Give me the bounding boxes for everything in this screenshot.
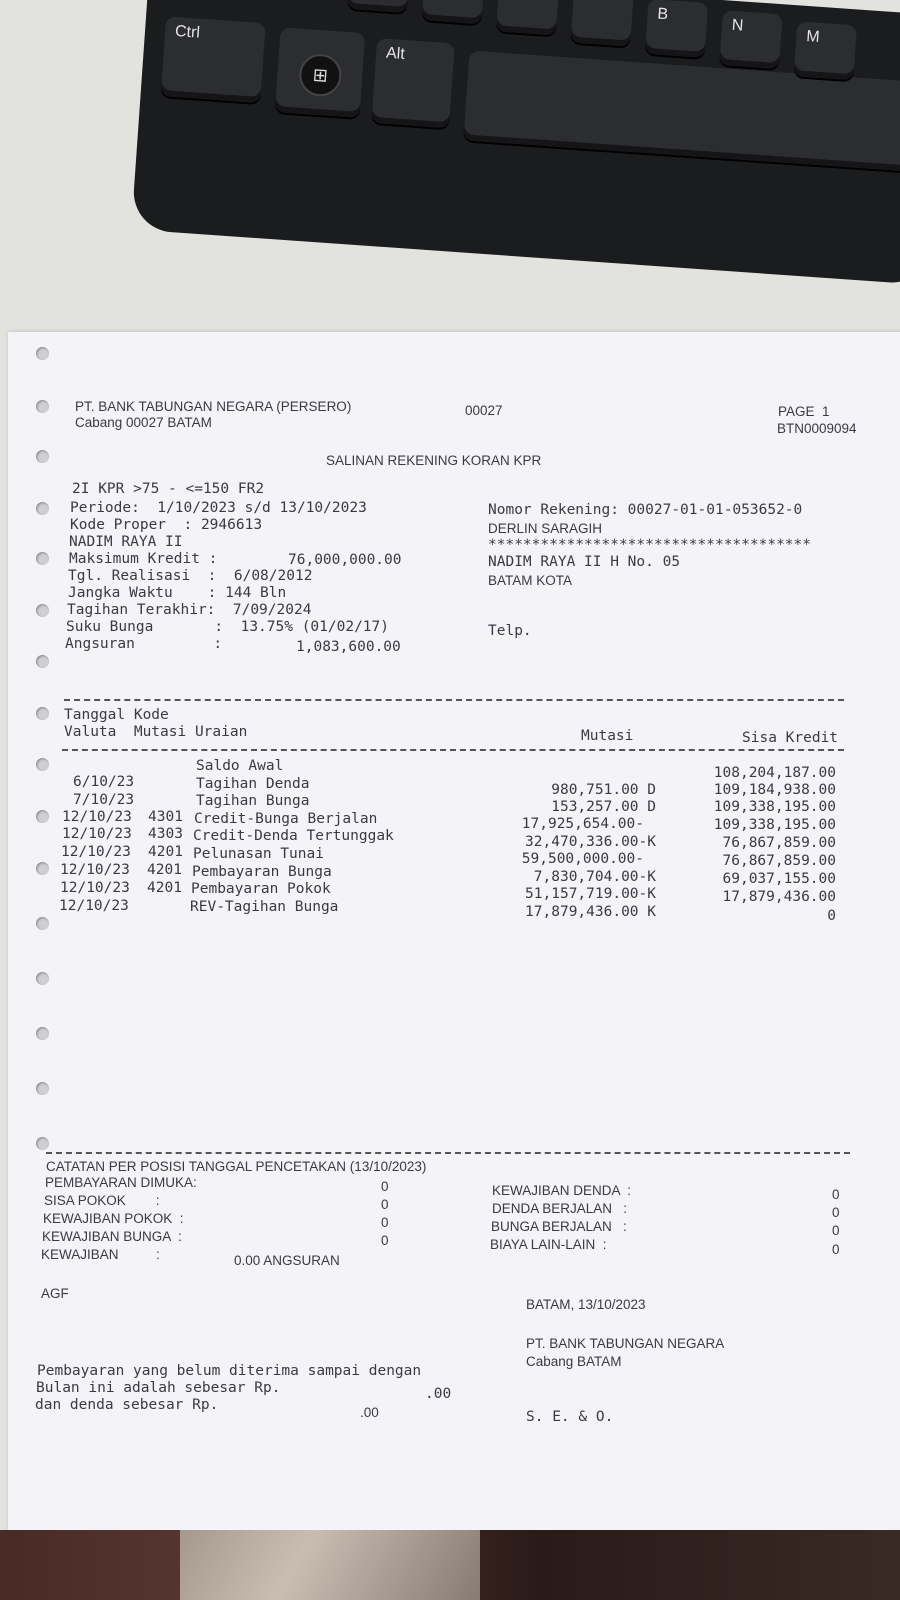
windows-logo-icon: ⊞ [298, 53, 343, 98]
column-sisa-kredit: Sisa Kredit [742, 730, 839, 746]
row-description: Tagihan Bunga [196, 793, 310, 809]
table-header-line-2: Valuta Mutasi Uraian [64, 724, 248, 740]
row-sisa-kredit: 0 [827, 908, 836, 924]
feed-hole [36, 1027, 49, 1040]
row-date: 12/10/23 [62, 809, 132, 825]
alt-key: Alt [371, 38, 455, 128]
customer-name: DERLIN SARAGIH [488, 521, 603, 536]
row-sisa-kredit: 76,867,859.00 [722, 835, 836, 851]
row-description: Pembayaran Bunga [192, 864, 332, 880]
notes-left-label: KEWAJIBAN BUNGA : [42, 1229, 182, 1244]
divider-line [62, 749, 844, 751]
top-row-key [421, 0, 485, 24]
officer-initials: AGF [41, 1286, 69, 1301]
notes-left-value: 0 [381, 1215, 389, 1230]
masked-line: ************************************* [488, 537, 812, 553]
notes-left-label: SISA POKOK : [44, 1193, 160, 1208]
row-sisa-kredit: 76,867,859.00 [722, 853, 836, 869]
project-name: NADIM RAYA II [69, 534, 183, 550]
telephone-label: Telp. [488, 623, 532, 639]
row-code: 4201 [147, 880, 182, 896]
top-row-key [496, 0, 560, 35]
kode-proper: Kode Proper : 2946613 [70, 517, 263, 533]
notes-left-label: KEWAJIBAN POKOK : [43, 1211, 184, 1226]
max-credit-value: 76,000,000.00 [288, 552, 402, 568]
notes-right-label: BUNGA BERJALAN : [491, 1219, 627, 1234]
notes-right-value: 0 [832, 1242, 840, 1257]
top-row-key [347, 0, 411, 13]
row-mutasi: 51,157,719.00-K [525, 886, 656, 902]
footer-note-line-3: dan denda sebesar Rp. [35, 1397, 219, 1413]
row-date: 12/10/23 [62, 826, 132, 842]
feed-hole [36, 758, 49, 771]
notes-right-value: 0 [832, 1187, 840, 1202]
bank-signature-line: PT. BANK TABUNGAN NEGARA [526, 1336, 725, 1351]
feed-hole [36, 552, 49, 565]
feed-hole [36, 917, 49, 930]
row-mutasi: 153,257.00 D [551, 799, 656, 815]
branch-name: Cabang 00027 BATAM [75, 415, 212, 430]
n-key: N [719, 10, 783, 69]
row-sisa-kredit: 108,204,187.00 [713, 765, 836, 781]
notes-right-value: 0 [832, 1205, 840, 1220]
period: Periode: 1/10/2023 s/d 13/10/2023 [70, 500, 367, 516]
row-date: 12/10/23 [60, 880, 130, 896]
document-code: BTN0009094 [777, 421, 857, 436]
page-number: PAGE 1 [778, 404, 830, 419]
feed-hole [36, 810, 49, 823]
loan-product: 2I KPR >75 - <=150 FR2 [72, 481, 265, 497]
row-sisa-kredit: 109,338,195.00 [713, 799, 836, 815]
feed-hole [36, 604, 49, 617]
keyboard [131, 0, 900, 285]
realization-date: Tgl. Realisasi : 6/08/2012 [68, 568, 313, 584]
statement-title: SALINAN REKENING KORAN KPR [326, 453, 542, 468]
last-billing: Tagihan Terakhir: 7/09/2024 [67, 602, 312, 618]
row-code: 4301 [148, 809, 183, 825]
row-description: REV-Tagihan Bunga [190, 899, 339, 915]
row-code: 4201 [147, 862, 182, 878]
row-date: 12/10/23 [59, 898, 129, 914]
row-description: Credit-Bunga Berjalan [194, 811, 378, 827]
column-mutasi: Mutasi [581, 728, 634, 744]
m-key: M [793, 21, 857, 80]
max-credit-label: Maksimum Kredit : [69, 551, 218, 567]
notes-left-value: 0 [381, 1179, 389, 1194]
row-description: Credit-Denda Tertunggak [193, 828, 394, 844]
b-key: B [645, 0, 709, 58]
place-date: BATAM, 13/10/2023 [526, 1297, 646, 1312]
loan-term: Jangka Waktu : 144 Bln [68, 585, 287, 601]
notes-right-label: KEWAJIBAN DENDA : [492, 1183, 632, 1198]
footer-note-line-2: Bulan ini adalah sebesar Rp. [36, 1380, 281, 1396]
feed-hole [36, 707, 49, 720]
row-mutasi: 7,830,704.00-K [533, 869, 656, 885]
address-line-2: BATAM KOTA [488, 573, 573, 588]
ctrl-key: Ctrl [161, 16, 266, 103]
divider-line [46, 1152, 850, 1154]
row-description: Pelunasan Tunai [193, 846, 324, 862]
account-number: Nomor Rekening: 00027-01-01-053652-0 [488, 502, 803, 518]
footer-note-line-1: Pembayaran yang belum diterima sampai dengan [37, 1363, 422, 1379]
bank-name: PT. BANK TABUNGAN NEGARA (PERSERO) [75, 399, 352, 414]
row-description: Tagihan Denda [196, 776, 310, 792]
notes-right-label: BIAYA LAIN-LAIN : [490, 1237, 607, 1252]
row-date: 7/10/23 [73, 792, 135, 808]
row-code: 4303 [148, 826, 183, 842]
installment-value: 1,083,600.00 [296, 639, 401, 655]
branch-signature-line: Cabang BATAM [526, 1354, 622, 1369]
divider-line [64, 699, 844, 701]
feed-hole [36, 347, 49, 360]
row-sisa-kredit: 69,037,155.00 [722, 871, 836, 887]
feed-hole [36, 400, 49, 413]
windows-key [275, 27, 366, 118]
notes-title: CATATAN PER POSISI TANGGAL PENCETAKAN (13/10/2023) [46, 1159, 427, 1174]
kewajiban-value: 0.00 ANGSURAN [234, 1253, 340, 1268]
address-line-1: NADIM RAYA II H No. 05 [488, 554, 681, 570]
feed-hole [36, 450, 49, 463]
feed-hole [36, 1137, 49, 1150]
table-surface-pattern [180, 1530, 480, 1600]
row-mutasi: 17,925,654.00- [521, 816, 644, 832]
row-sisa-kredit: 17,879,436.00 [722, 889, 836, 905]
feed-hole [36, 655, 49, 668]
row-description: Saldo Awal [196, 758, 284, 774]
feed-hole [36, 972, 49, 985]
row-date: 12/10/23 [61, 844, 131, 860]
notes-left-value: 0 [381, 1233, 389, 1248]
errors-omissions-note: S. E. & O. [526, 1409, 614, 1425]
row-description: Pembayaran Pokok [191, 881, 331, 897]
installment-label: Angsuran : [65, 636, 223, 652]
row-sisa-kredit: 109,338,195.00 [713, 817, 836, 833]
kewajiban-label: KEWAJIBAN : [41, 1247, 160, 1262]
row-mutasi: 17,879,436.00 K [525, 904, 656, 920]
notes-right-value: 0 [832, 1223, 840, 1238]
table-header-line-1: Tanggal Kode [64, 707, 169, 723]
row-sisa-kredit: 109,184,938.00 [713, 782, 836, 798]
notes-right-label: DENDA BERJALAN : [492, 1201, 628, 1216]
row-mutasi: 59,500,000.00- [521, 851, 644, 867]
notes-left-value: 0 [381, 1197, 389, 1212]
footer-note-value-3: .00 [360, 1405, 379, 1420]
interest-rate: Suku Bunga : 13.75% (01/02/17) [66, 619, 390, 635]
row-mutasi: 980,751.00 D [551, 782, 656, 798]
feed-hole [36, 502, 49, 515]
notes-left-label: PEMBAYARAN DIMUKA: [45, 1175, 197, 1190]
footer-note-value-2: .00 [425, 1386, 452, 1402]
feed-hole [36, 1082, 49, 1095]
row-code: 4201 [148, 844, 183, 860]
row-date: 6/10/23 [73, 774, 135, 790]
row-mutasi: 32,470,336.00-K [525, 834, 656, 850]
top-row-key [570, 0, 634, 47]
branch-code: 00027 [465, 403, 503, 418]
feed-hole [36, 862, 49, 875]
row-date: 12/10/23 [60, 862, 130, 878]
